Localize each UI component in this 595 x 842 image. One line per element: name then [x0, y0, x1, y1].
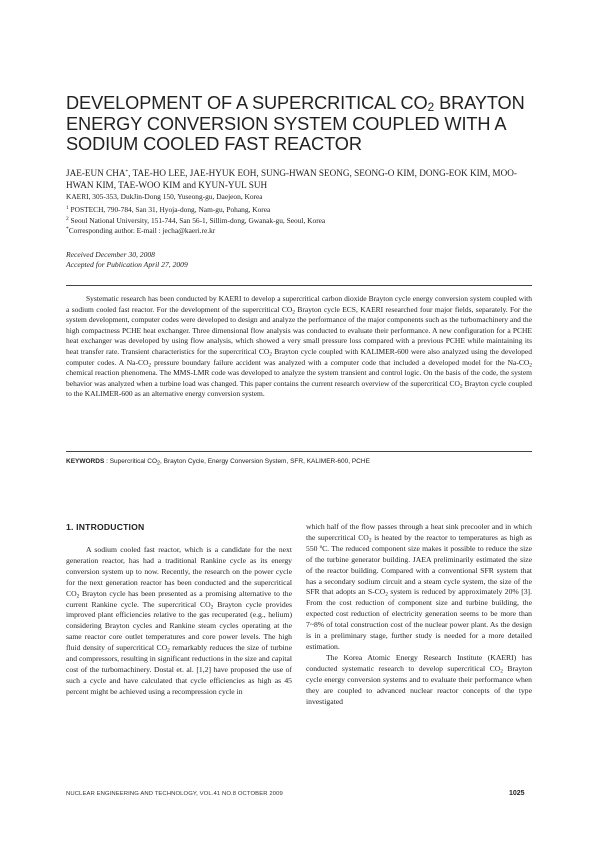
abstract-part-4: pressure boundary failure accident was analyzed with a computer code that included a developed model for the Na-CO	[151, 357, 530, 367]
affiliation-mark-1: 1	[66, 205, 69, 211]
intro-subscript: 2	[167, 647, 170, 654]
title-line-1	[66, 93, 536, 114]
abstract-bottom-rule	[66, 451, 532, 452]
corresponding-author	[66, 226, 536, 235]
intro-paragraph-1	[66, 545, 292, 698]
title-line-1-end: BRAYTON	[434, 93, 525, 113]
other-authors: , TAE-HO LEE, JAE-HYUK EOH, SUNG-HWAN SEONG, SEONG-O KIM, DONG-EOK KIM, MOO-HWAN KIM, TAE-WOO KIM and KYUN-YUL SUH	[66, 168, 517, 190]
title-subscript: 2	[427, 100, 435, 114]
abstract-subscript: 2	[148, 362, 152, 369]
intro-text: The Korea Atomic Energy Research Institute (KAERI) has conducted systematic research to develop supercritical CO	[306, 652, 532, 673]
abstract-subscript: 2	[529, 362, 532, 369]
received-date: Received December 30, 2008	[66, 250, 155, 259]
intro-text: Brayton cycle has been presented as a promising alternative to the current Rankine cycle. The supercritical CO	[66, 588, 292, 609]
corresponding-mark: *	[125, 169, 129, 175]
keywords-subscript: 2	[157, 460, 161, 467]
abstract	[66, 294, 532, 400]
author-list	[66, 168, 528, 191]
intro-subscript: 2	[76, 593, 80, 600]
keywords	[66, 457, 532, 466]
journal-footer: NUCLEAR ENGINEERING AND TECHNOLOGY, VOL.41 NO.8 OCTOBER 2009	[66, 791, 283, 797]
first-author: JAE-EUN CHA	[66, 168, 126, 178]
abstract-part-6: Brayton cycle coupled to the KALIMER-600 as an alternative energy conversion system.	[66, 378, 532, 399]
abstract-subscript: 2	[292, 309, 295, 316]
page-number: 1025	[509, 790, 525, 797]
abstract-subscript: 2	[269, 351, 272, 358]
accepted-date: Accepted for Publication April 27, 2009	[66, 260, 188, 269]
intro-text: Brayton cycle energy conversion systems and to evaluate their performance when they are coupled to advanced nuclear reactor concepts of the type investigated	[306, 663, 533, 706]
intro-paragraph-1-continued	[306, 522, 532, 653]
affiliation-kaeri: KAERI, 305-353, DukJin-Dong 150, Yuseong-gu, Daejeon, Korea	[66, 192, 263, 201]
affiliation-snu-text: Seoul National University, 151-744, San 56-1, Sillim-dong, Gwanak-gu, Seoul, Korea	[68, 216, 326, 225]
paper-title	[66, 93, 536, 155]
intro-text: remarkably reduces the size of turbine and compressors, resulting in significant reductions in the size and capital cost of the turbomachinery. Dostal et. al. [1,2] have proposed the use of such a cycle and have calculated that cycle efficiencies as high as 45 percent might be achieved using a recompression cycle in	[66, 643, 292, 696]
keywords-text-2: , Brayton Cycle, Energy Conversion System, SFR, KALIMER-600, PCHE	[160, 458, 370, 465]
corresponding-author-email: Corresponding author. E-mail : jecha@kaeri.re.kr	[68, 226, 216, 235]
abstract-part-3: Brayton cycle coupled with KALIMER-600 were also analyzed using the developed computer codes. A Na-CO	[66, 346, 533, 367]
title-line-2: ENERGY CONVERSION SYSTEM COUPLED WITH A	[66, 113, 507, 134]
intro-text: A sodium cooled fast reactor, which is a candidate for the next generation reactor, has had a traditional Rankine cycle as its energy conversion system up to now. Recently, the research on the power cycle for the next generation reactor has been conducted and the supercritical CO	[66, 545, 292, 598]
abstract-part-5: chemical reaction phenomena. The MMS-LMR code was developed to analyze the system transient and control logic. On the basis of the code, the system behavior was analyzed when a turbine load was changed. This paper contains the current research overview of the supercritical CO	[66, 368, 532, 388]
keywords-text-1: : Supercritical CO	[104, 458, 158, 465]
abstract-subscript: 2	[459, 383, 463, 390]
keywords-label: KEYWORDS	[66, 458, 105, 465]
intro-subscript: 2	[210, 604, 214, 611]
intro-subscript: 2	[368, 537, 372, 544]
intro-text: Brayton cycle provides improved plant efficiencies relative to the gas recuperated (e.g., helium) considering Brayton cycles and Rankine steam cycles operating at the same reactor core outlet temperatures and core power levels. The high fluid density of supercritical CO	[66, 599, 292, 653]
section-heading: 1. INTRODUCTION	[66, 522, 145, 532]
intro-paragraph-2	[306, 653, 532, 708]
affiliation-postech	[66, 205, 536, 214]
intro-subscript: 2	[500, 668, 503, 675]
affiliation-postech-text: POSTECH, 790-784, San 31, Hyoja-dong, Nam-gu, Pohang, Korea	[68, 205, 271, 214]
affiliation-snu	[66, 216, 536, 225]
title-line-3: SODIUM COOLED FAST REACTOR	[66, 134, 362, 154]
intro-text: system is reduced by approximately 20% [3]. From the cost reduction of component size and turbine building, the expected cost reduction of electricity generation seems to be more than 7~8% of total construction cost of the nuclear power plant. As the design is in a preliminary stage, further study is needed for a more detailed estimation.	[306, 587, 533, 651]
abstract-part-2: Brayton cycle ECS, KAERI researched four major fields, separately. For the system development, computer codes were developed to design and analyze the performance of the major components such as the turbomachinery and the high compactness PCHE heat exchanger. Three dimensional flow analysis was conducted to evaluate their performance. A new configuration for a PCHE heat exchanger was developed by using flow analysis, which showed a very small pressure loss compared with a previous PCHE while maintaining its heat transfer rate. Transient characteristics for the supercritical CO	[66, 304, 532, 356]
intro-subscript: 2	[385, 591, 388, 598]
corresponding-author-mark: *	[66, 226, 69, 232]
intro-right-column	[306, 522, 532, 707]
abstract-part-1: Systematic research has been conducted by KAERI to develop a supercritical carbon dioxide Brayton cycle energy conversion system coupled with a sodium cooled fast reactor. For the development of the supercritical CO	[66, 294, 532, 314]
abstract-top-rule	[66, 285, 532, 286]
intro-left-column	[66, 545, 292, 698]
intro-text: is heated by the reactor to temperatures as high as 550 ºC. The reduced component size makes it possible to reduce the size of the turbine generator building. JAEA preliminarily estimated the size of the reactor building. Compared with a conventional SFR system that has a secondary sodium circuit and a steam cycle system, the size of the SFR that adopts an S-CO	[306, 532, 533, 597]
intro-text: which half of the flow passes through a heat sink precooler and in which the supercritical CO	[306, 522, 532, 542]
affiliation-mark-2: 2	[66, 216, 69, 222]
title-line-1-text: DEVELOPMENT OF A SUPERCRITICAL CO	[66, 93, 428, 113]
